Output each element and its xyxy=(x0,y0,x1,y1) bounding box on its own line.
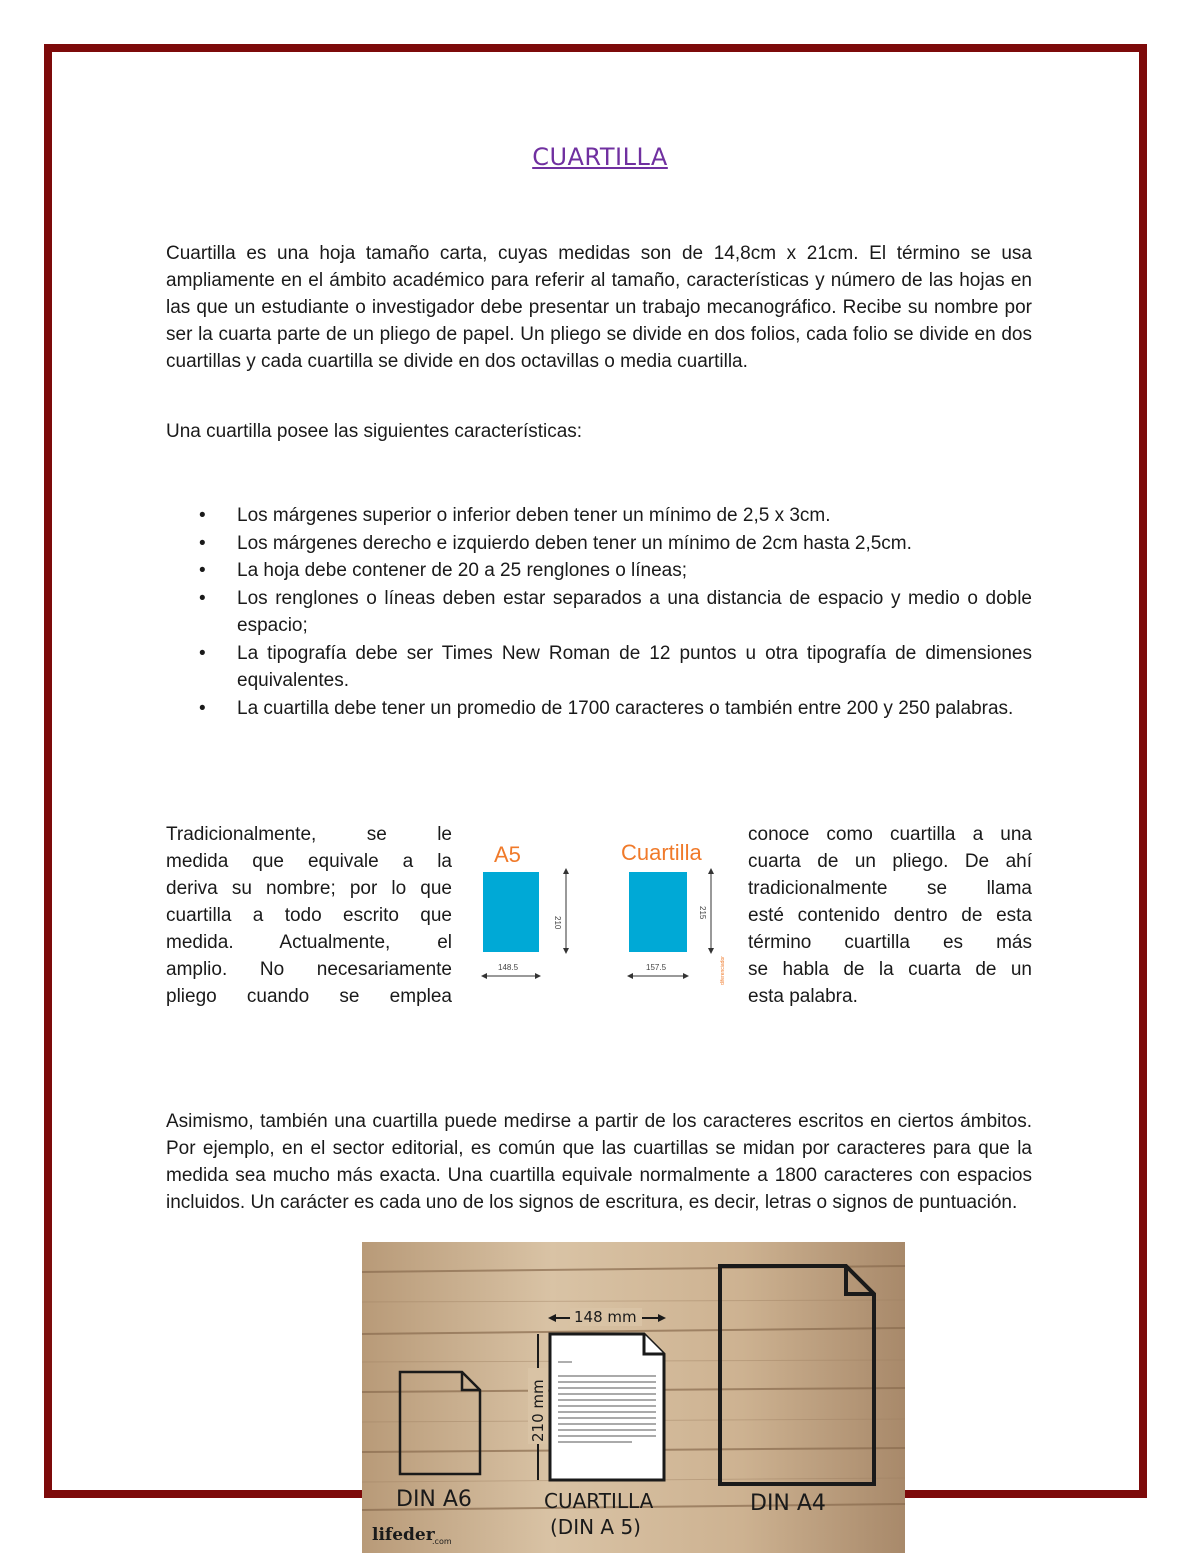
width-label: 148 mm xyxy=(574,1308,637,1326)
intro-paragraph: Cuartilla es una hoja tamaño carta, cuyas medidas son de 14,8cm x 21cm. El término se usa ampliamente en el ámbito académico para referir al tamaño, características y número de las hojas en las que un estudiante o investigador debe presentar un trabajo mecanográfico. Recibe su nombre por ser la cuarta parte de un pliego de papel. Un pliego se divide en dos folios, cada folio se divide en dos cuartillas y cada cuartilla se divide en dos octavillas o media cuartilla. xyxy=(166,243,1032,372)
diagram-cuartilla-label: Cuartilla xyxy=(621,840,702,865)
text-line: término cuartilla es más xyxy=(748,932,1032,953)
din-a5-label: (DIN A 5) xyxy=(550,1515,641,1539)
arrow-icon xyxy=(708,868,714,874)
list-item: • Los márgenes derecho e izquierdo deben tener un mínimo de 2cm hasta 2,5cm. xyxy=(166,530,1032,558)
list-item: • La hoja debe contener de 20 a 25 renglones o líneas; xyxy=(166,557,1032,585)
list-item: • La tipografía debe ser Times New Roman de 12 puntos u otra tipografía de dimensiones equivalentes. xyxy=(166,640,1032,695)
arrow-icon xyxy=(563,868,569,874)
list-item: • La cuartilla debe tener un promedio de 1700 caracteres o también entre 200 y 250 palabras. xyxy=(166,695,1032,723)
diagram-a5-width: 148.5 xyxy=(498,963,519,972)
page-title: CUARTILLA xyxy=(532,143,668,171)
text-line: tradicionalmente se llama xyxy=(748,878,1032,899)
arrow-icon xyxy=(627,973,633,979)
arrow-icon xyxy=(683,973,689,979)
a5-sheet xyxy=(483,872,539,952)
features-list xyxy=(166,502,1032,722)
text-line: medida que equivale a la xyxy=(166,851,452,872)
text-line: amplio. No necesariamente xyxy=(166,959,452,980)
text-line: esta palabra. xyxy=(748,986,858,1007)
arrow-icon xyxy=(481,973,487,979)
cuartilla-label: CUARTILLA xyxy=(544,1489,654,1513)
lifeder-logo: lifeder xyxy=(372,1525,435,1545)
din-a6-label: DIN A6 xyxy=(396,1487,472,1512)
cuartilla-sheet xyxy=(629,872,687,952)
arrow-icon xyxy=(535,973,541,979)
din-a4-label: DIN A4 xyxy=(750,1491,826,1516)
diagram-cuartilla-height: 215 xyxy=(698,906,707,920)
list-item: • Los márgenes superior o inferior deben tener un mínimo de 2,5 x 3cm. xyxy=(166,502,1032,530)
paper-sizes-photo xyxy=(362,1242,905,1553)
list-item: • Los renglones o líneas deben estar separados a una distancia de espacio y medio o doble espacio; xyxy=(166,585,1032,640)
cuartilla-sheet xyxy=(550,1334,664,1480)
text-line: cuartilla a todo escrito que xyxy=(166,905,452,926)
diagram-credit: diferenciador xyxy=(720,956,726,985)
closing-paragraph: Asimismo, también una cuartilla puede medirse a partir de los caracteres escritos en ciertos ámbitos. Por ejemplo, en el sector editorial, es común que las cuartillas se midan por caracteres para que la medida sea mucho más exacta. Una cuartilla equivale normalmente a 1800 caracteres con espacios incluidos. Un carácter es cada uno de los signos de escritura, es decir, letras o signos de puntuación. xyxy=(166,1111,1032,1213)
arrow-icon xyxy=(708,948,714,954)
text-line: Tradicionalmente, se le xyxy=(166,824,452,845)
a5-vs-cuartilla-diagram xyxy=(476,830,732,990)
text-line: deriva su nombre; por lo que xyxy=(166,878,452,899)
arrow-icon xyxy=(563,948,569,954)
text-line: conoce como cuartilla a una xyxy=(748,824,1032,845)
text-line: se habla de la cuarta de un xyxy=(748,959,1032,980)
left-text-column xyxy=(166,821,452,1010)
right-text-column xyxy=(748,821,1032,1010)
text-line: medida. Actualmente, el xyxy=(166,932,452,953)
diagram-cuartilla-width: 157.5 xyxy=(646,963,667,972)
height-label: 210 mm xyxy=(529,1379,547,1442)
text-line: cuarta de un pliego. De ahí xyxy=(748,851,1032,872)
text-line: pliego cuando se emplea xyxy=(166,986,452,1007)
lifeder-logo-suffix: .com xyxy=(432,1537,452,1546)
features-intro: Una cuartilla posee las siguientes características: xyxy=(166,421,583,442)
diagram-a5-label: A5 xyxy=(494,842,521,867)
text-line: esté contenido dentro de esta xyxy=(748,905,1032,926)
diagram-a5-height: 210 xyxy=(553,916,562,930)
